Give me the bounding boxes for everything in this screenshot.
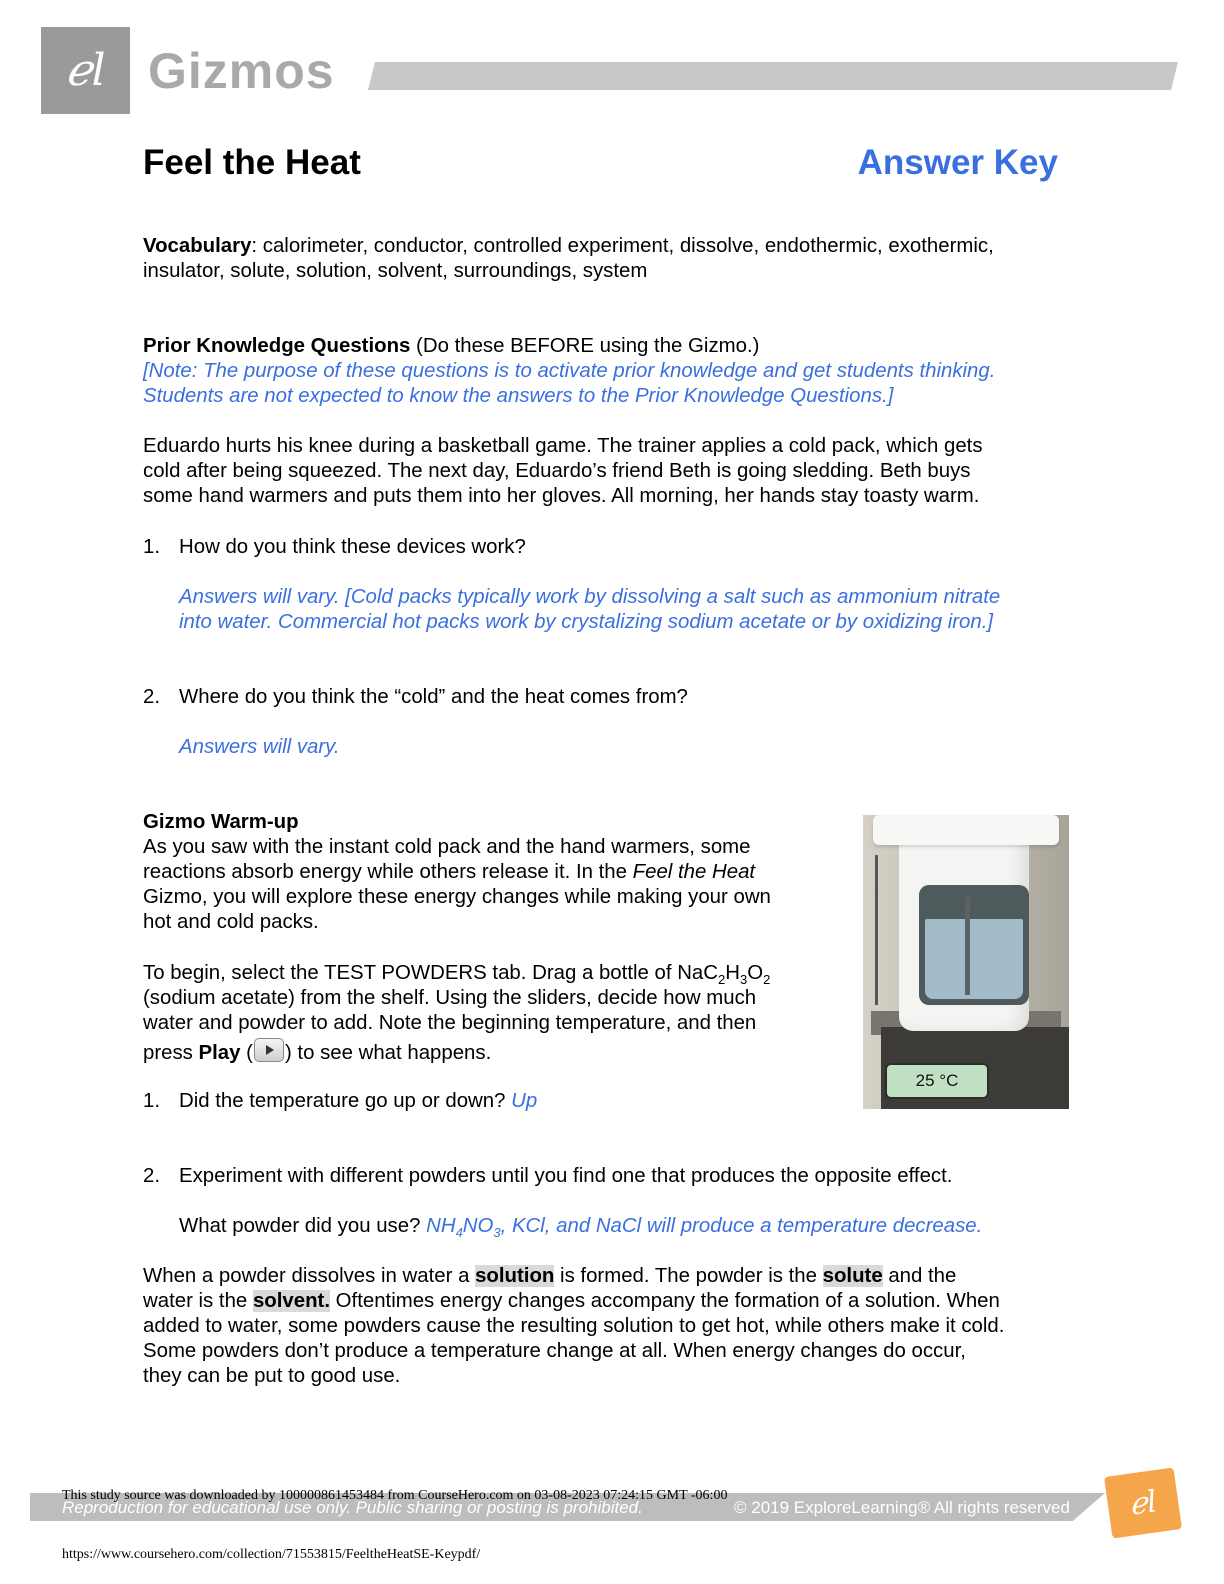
vocabulary-line-1 [143, 234, 994, 259]
question-text: What powder did you use? [179, 1215, 427, 1237]
warmup-question-2b [179, 1214, 982, 1245]
warmup-question-1-number: 1. [143, 1090, 161, 1112]
warmup-question-2-number: 2. [143, 1165, 161, 1187]
prior-knowledge-heading [143, 334, 759, 359]
warmup-line-1: As you saw with the instant cold pack and the hand warmers, some [143, 836, 751, 858]
instructions-text: ) to see what happens. [284, 1042, 492, 1064]
subscript: 4 [455, 1225, 463, 1241]
logo-text: ℯl [65, 45, 106, 96]
answer-part: , KCl, and NaCl will produce a temperature decrease. [500, 1215, 983, 1237]
instructions-line-2: (sodium acetate) from the shelf. Using the sliders, decide how much [143, 987, 757, 1009]
prior-heading-note: (Do these BEFORE using the Gizmo.) [410, 335, 760, 357]
instructions-text: press [143, 1042, 199, 1064]
warmup-question-1 [179, 1089, 537, 1114]
prior-heading-label: Prior Knowledge Questions [143, 335, 411, 357]
answer-part: NO [462, 1215, 494, 1237]
instructions-line-4 [143, 1038, 491, 1066]
warmup-line-2-text: reactions absorb energy while others release it. In the [143, 861, 633, 883]
warmup-question-2: Experiment with different powders until you find one that produces the opposite effect. [179, 1165, 953, 1187]
vocabulary-line-2: insulator, solute, solution, solvent, surroundings, system [143, 260, 648, 282]
prior-answer-1-line-2: into water. Commercial hot packs work by crystalizing sodium acetate or by oxidizing iron.] [179, 611, 994, 633]
explorelearning-logo [41, 27, 130, 114]
teacher-note-line-2: Students are not expected to know the answers to the Prior Knowledge Questions.] [143, 385, 894, 407]
closing-text: Oftentimes energy changes accompany the formation of a solution. When [330, 1290, 1000, 1312]
instructions-line-3: water and powder to add. Note the beginning temperature, and then [143, 1012, 757, 1034]
temperature-display: 25 °C [885, 1063, 989, 1099]
prior-question-1-number: 1. [143, 536, 161, 558]
calorimeter-image [863, 815, 1069, 1109]
footer-logo [1104, 1467, 1182, 1538]
warmup-line-3: Gizmo, you will explore these energy changes while making your own [143, 886, 771, 908]
header-bar [368, 62, 1178, 90]
warmup-heading: Gizmo Warm-up [143, 811, 299, 833]
question-text: Did the temperature go up or down? [179, 1090, 512, 1112]
scenario-line-1: Eduardo hurts his knee during a basketball game. The trainer applies a cold pack, which gets [143, 435, 983, 457]
prior-answer-2: Answers will vary. [179, 736, 340, 758]
closing-line-3: added to water, some powders cause the resulting solution to get hot, while others make it cold. [143, 1315, 1005, 1337]
instructions-text: To begin, select the TEST POWDERS tab. Drag a bottle of NaC [143, 962, 718, 984]
closing-text: When a powder dissolves in water a [143, 1265, 476, 1287]
closing-line-5: they can be put to good use. [143, 1365, 401, 1387]
teacher-note-line-1: [Note: The purpose of these questions is to activate prior knowledge and get students thinking. [143, 360, 996, 382]
source-url-link[interactable]: https://www.coursehero.com/collection/71553815/FeeltheHeatSE-Keypdf/ [62, 1547, 481, 1562]
subscript: 3 [493, 1225, 501, 1241]
vocabulary-label: Vocabulary [143, 235, 252, 257]
scenario-line-2: cold after being squeezed. The next day, Eduardo’s friend Beth is going sledding. Beth buys [143, 460, 971, 482]
scenario-line-3: some hand warmers and puts them into her gloves. All morning, her hands stay toasty warm. [143, 485, 980, 507]
closing-line-1 [143, 1264, 956, 1289]
prior-question-2-number: 2. [143, 686, 161, 708]
download-source-notice: This study source was downloaded by 100000861453484 from CourseHero.com on 03-08-2023 07:24:15 GMT -06:00 [62, 1488, 728, 1503]
term-solute: solute [822, 1265, 883, 1287]
prior-answer-1-line-1: Answers will vary. [Cold packs typically work by dissolving a salt such as ammonium nitrate [179, 586, 1001, 608]
term-solvent: solvent. [252, 1290, 330, 1312]
subscript: 2 [763, 972, 771, 988]
play-label: Play [198, 1042, 241, 1064]
brand-name: Gizmos [148, 43, 335, 99]
warmup-answer-2 [426, 1215, 983, 1241]
vocabulary-text: : calorimeter, conductor, controlled experiment, dissolve, endothermic, exothermic, [251, 235, 994, 257]
closing-line-4: Some powders don’t produce a temperature change at all. When energy changes do occur, [143, 1340, 966, 1362]
prior-question-2: Where do you think the “cold” and the heat comes from? [179, 686, 688, 708]
closing-text: and the [882, 1265, 957, 1287]
footer-notice: Reproduction for educational use only. Public sharing or posting is prohibited. [62, 1498, 643, 1517]
gizmo-name: Feel the Heat [632, 861, 756, 883]
warmup-line-4: hot and cold packs. [143, 911, 319, 933]
warmup-line-2 [143, 860, 755, 885]
subscript: 2 [717, 972, 726, 988]
formula-o: O [747, 962, 764, 984]
term-solution: solution [475, 1265, 555, 1287]
footer-copyright: © 2019 ExploreLearning® All rights reserved [734, 1498, 1070, 1517]
play-button-icon [254, 1038, 284, 1062]
prior-question-1: How do you think these devices work? [179, 536, 526, 558]
paren: ( [240, 1042, 253, 1064]
subscript: 3 [739, 972, 748, 988]
answer-key-label: Answer Key [857, 143, 1058, 182]
closing-text: is formed. The powder is the [554, 1265, 823, 1287]
warmup-answer-1: Up [511, 1090, 538, 1112]
closing-line-2 [143, 1289, 1000, 1314]
closing-text: water is the [143, 1290, 253, 1312]
answer-part: NH [426, 1215, 456, 1237]
formula-h: H [725, 962, 740, 984]
page-title: Feel the Heat [143, 143, 361, 182]
footer-logo-text: ℯl [1127, 1483, 1159, 1523]
